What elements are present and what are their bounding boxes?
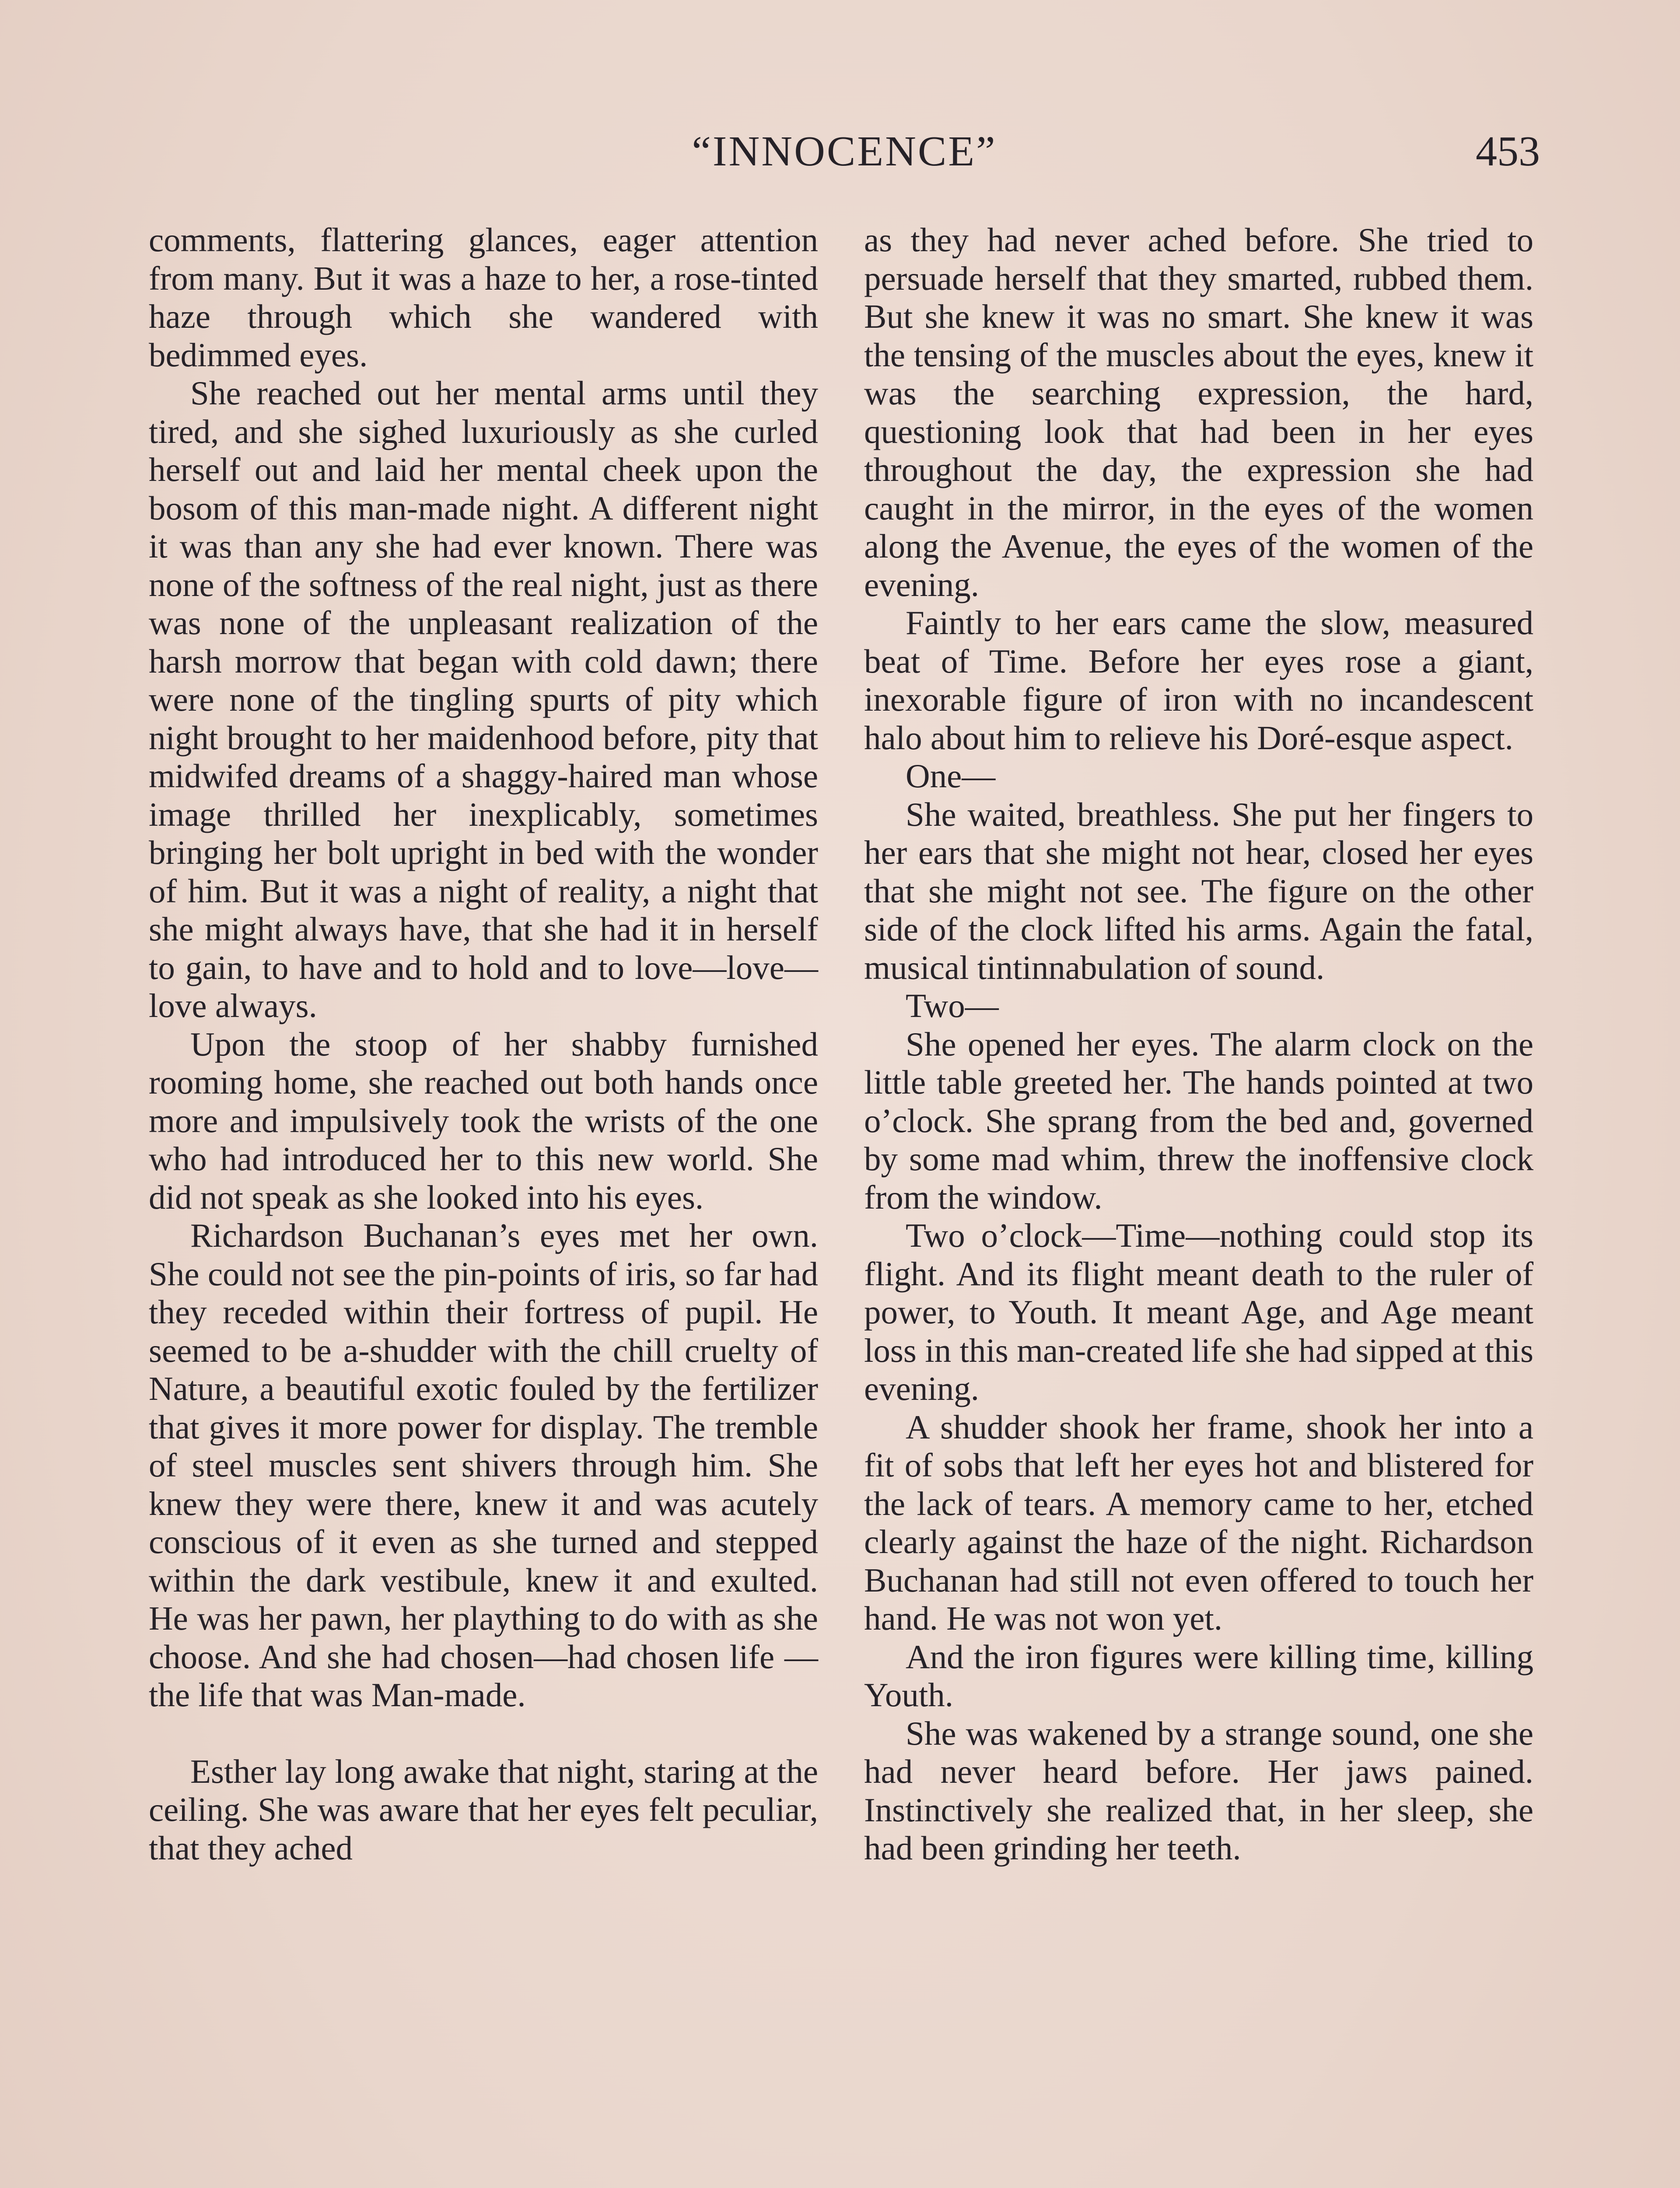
- paragraph: She waited, breathless. She put her fingers to her ears that she might not hear, closed her eyes that she might not see. The figure on the other side of the clock lifted his arms. Again the fatal, musical tintinnabulation of sound.: [864, 795, 1533, 986]
- paragraph: Two—: [906, 987, 999, 1024]
- left-column: [149, 221, 818, 1867]
- paragraph: A shudder shook her frame, shook her into a fit of sobs that left her eyes hot and blistered for the lack of tears. A memory came to her, etched clearly against the haze of the night. Richardson Buchanan had still not even offered to touch her hand. He was not won yet.: [864, 1408, 1533, 1637]
- paragraph: And the iron figures were killing time, killing Youth.: [864, 1637, 1533, 1714]
- paragraph: She reached out her mental arms until they tired, and she sighed luxuriously as she curled herself out and laid her mental cheek upon the bosom of this man-made night. A different night it was than any she had ever known. There was none of the softness of the real night, just as there was none of the unpleasant realization of the harsh morrow that began with cold dawn; there were none of the tingling spurts of pity which night brought to her maidenhood before, pity that midwifed dreams of a shaggy-haired man whose image thrilled her inexplicably, sometimes bringing her bolt upright in bed with the wonder of him. But it was a night of reality, a night that she might always have, that she had it in herself to gain, to have and to hold and to love—love—love always.: [149, 374, 818, 1024]
- paragraph: Two o’clock—Time—nothing could stop its flight. And its flight meant death to the ruler of power, to Youth. It meant Age, and Age meant loss in this man-created life she had sipped at this evening.: [864, 1217, 1533, 1407]
- paragraph: One—: [906, 757, 996, 795]
- paragraph: Esther lay long awake that night, staring at the ceiling. She was aware that her eyes felt peculiar, that they ached: [149, 1752, 818, 1867]
- paragraph: Upon the stoop of her shabby furnished rooming home, she reached out both hands once more and impulsively took the wrists of the one who had introduced her to this new world. She did not speak as she looked into his eyes.: [149, 1025, 818, 1216]
- running-title: “INNOCENCE”: [692, 128, 997, 175]
- paragraph: Faintly to her ears came the slow, measured beat of Time. Before her eyes rose a giant, inexorable figure of iron with no incandescent halo about him to relieve his Doré-esque aspect.: [864, 604, 1533, 757]
- paragraph: comments, flattering glances, eager attention from many. But it was a haze to her, a rose-tinted haze through which she wandered with bedimmed eyes.: [149, 221, 818, 374]
- paragraph: She was wakened by a strange sound, one she had never heard before. Her jaws pained. Instinctively she realized that, in her sleep, she had been grinding her teeth.: [864, 1714, 1533, 1867]
- paragraph: She opened her eyes. The alarm clock on the little table greeted her. The hands pointed at two o’clock. She sprang from the bed and, governed by some mad whim, threw the inoffensive clock from the window.: [864, 1025, 1533, 1216]
- page-header: [149, 127, 1540, 188]
- page-number: 453: [1476, 128, 1540, 175]
- paragraph: Richardson Buchanan’s eyes met her own. She could not see the pin-points of iris, so far had they receded within their fortress of pupil. He seemed to be a-shudder with the chill cruelty of Nature, a beautiful exotic fouled by the fertilizer that gives it more power for display. The tremble of steel muscles sent shivers through him. She knew they were there, knew it and was acutely conscious of it even as she turned and stepped within the dark vestibule, knew it and exulted. He was her pawn, her plaything to do with as she choose. And she had chosen—had chosen life —the life that was Man-made.: [149, 1217, 818, 1714]
- paragraph: as they had never ached before. She tried to persuade herself that they smarted, rubbed them. But she knew it was no smart. She knew it was the tensing of the muscles about the eyes, knew it was the searching expression, the hard, questioning look that had been in her eyes throughout the day, the expression she had caught in the mirror, in the eyes of the women along the Avenue, the eyes of the women of the evening.: [864, 221, 1533, 603]
- right-column: [864, 221, 1533, 1868]
